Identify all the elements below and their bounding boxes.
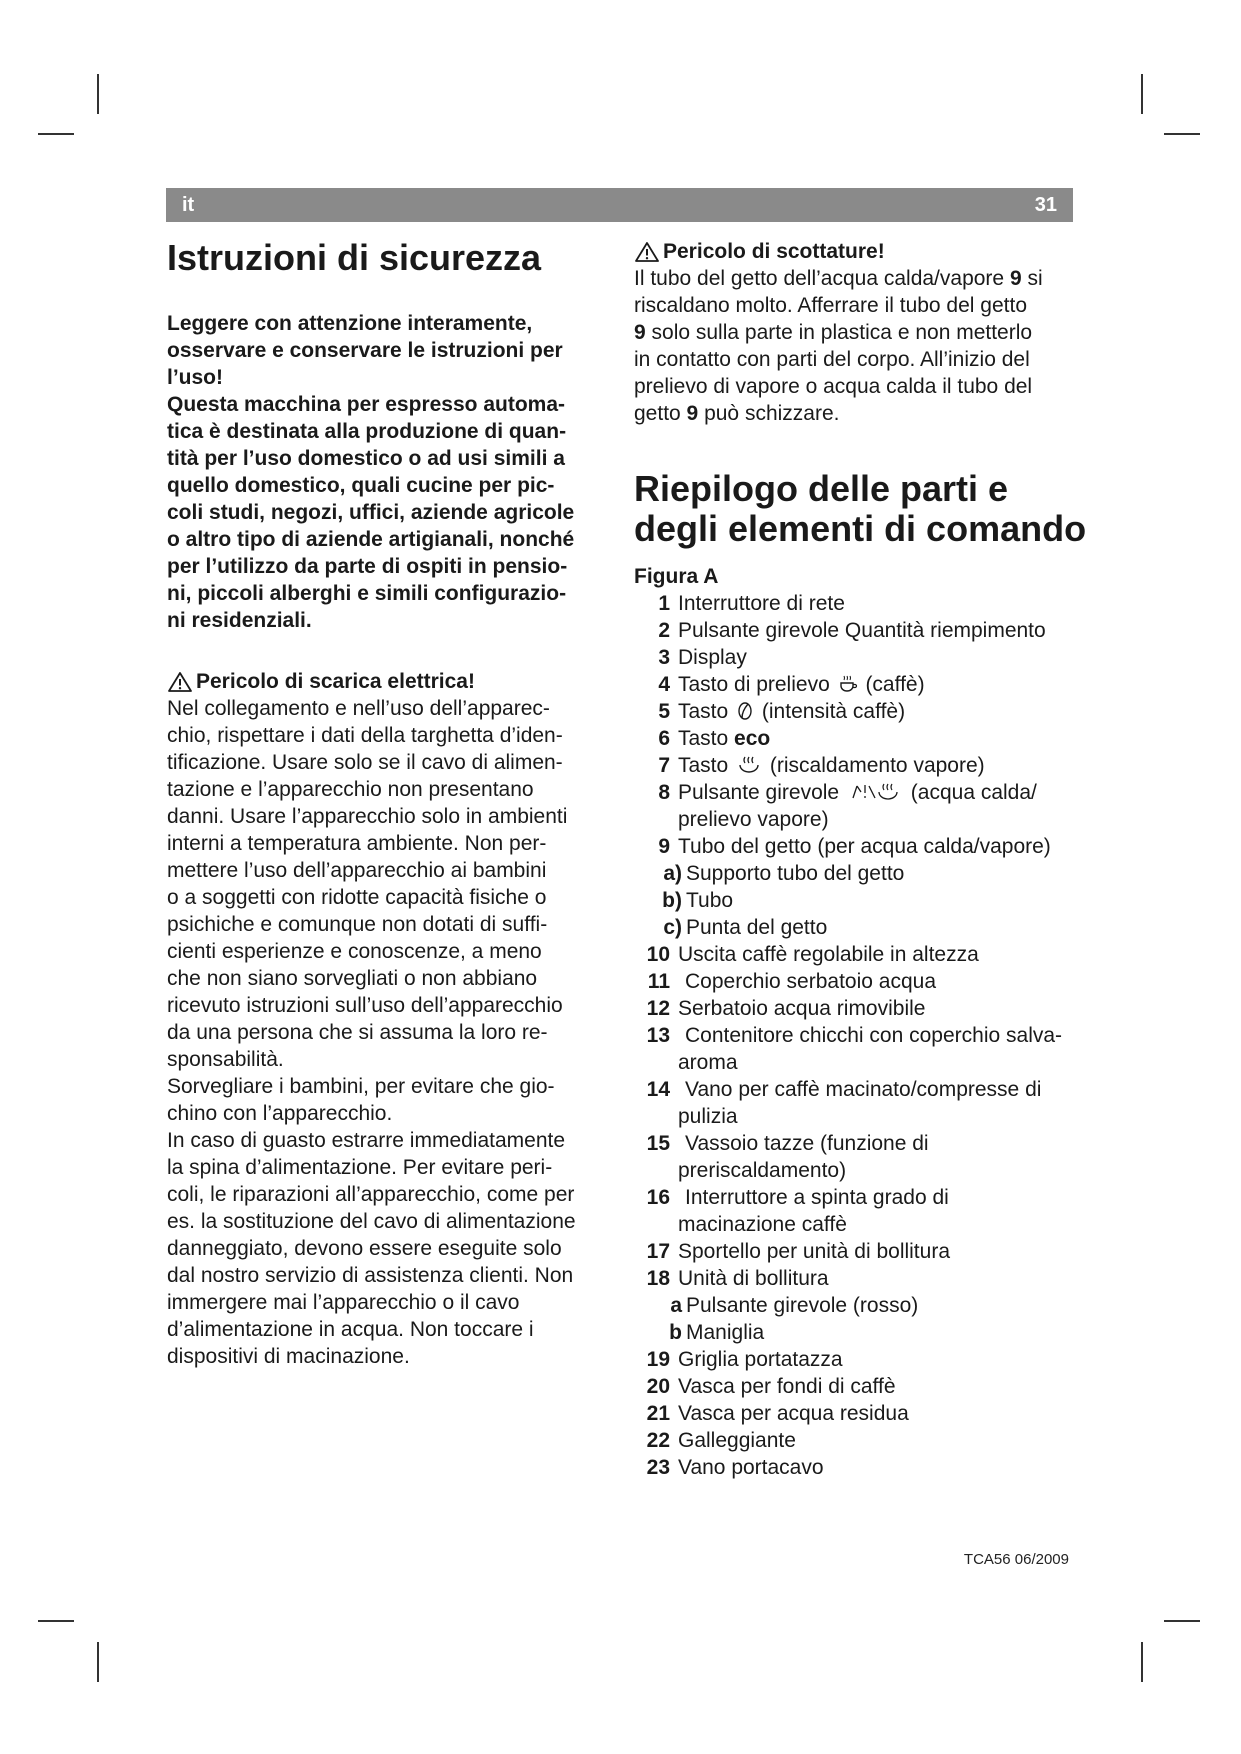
list-item: 17 Sportello per unità di bollitura — [646, 1240, 950, 1263]
body-line: interni a temperatura ambiente. Non per- — [167, 832, 547, 855]
coffee-cup-icon — [838, 674, 858, 694]
list-item: 5 Tasto (intensità caffè) — [658, 700, 906, 723]
list-item: 18 Unità di bollitura — [646, 1267, 829, 1290]
intro-line: per l’utilizzo da parte di ospiti in pensio- — [167, 555, 568, 578]
section-title-safety: Istruzioni di sicurezza — [167, 237, 542, 278]
body-line: chino con l’apparecchio. — [167, 1102, 393, 1125]
body-line: es. la sostituzione del cavo di alimentazione — [167, 1210, 576, 1233]
crop-mark — [97, 1642, 99, 1682]
body-line: mettere l’uso dell’apparecchio ai bambini — [167, 859, 547, 882]
list-item: 22 Galleggiante — [646, 1429, 796, 1452]
warning-title: Pericolo di scarica elettrica! — [196, 670, 475, 693]
body-line: chio, rispettare i dati della targhetta d’iden- — [167, 724, 563, 747]
page-header-bar — [166, 188, 1073, 222]
list-item: 4 Tasto di prelievo (caffè) — [658, 673, 925, 696]
body-line: dal nostro servizio di assistenza clienti. Non — [167, 1264, 574, 1287]
list-item: 2 Pulsante girevole Quantità riempimento — [658, 619, 1046, 642]
list-item: 11 Coperchio serbatoio acqua — [647, 970, 936, 993]
body-line: coli, le riparazioni all’apparecchio, come per — [167, 1183, 575, 1206]
intro-line: coli studi, negozi, uffici, aziende agricole — [167, 501, 575, 524]
list-item: 23 Vano portacavo — [646, 1456, 824, 1479]
body-line: Sorvegliare i bambini, per evitare che gio- — [167, 1075, 555, 1098]
body-line: immergere mai l’apparecchio o il cavo — [167, 1291, 520, 1314]
list-item: 14 Vano per caffè macinato/compresse di pulizia — [646, 1078, 1042, 1128]
list-item: 10 Uscita caffè regolabile in altezza — [646, 943, 979, 966]
coffee-strength-icon — [736, 701, 754, 721]
intro-line: ni, piccoli alberghi e simili configurazio- — [167, 582, 567, 605]
list-item: 21 Vasca per acqua residua — [646, 1402, 909, 1425]
electric-warning-text — [167, 695, 607, 1370]
list-item: b Maniglia — [669, 1321, 765, 1344]
list-item: 6 Tasto eco — [658, 727, 771, 750]
body-line: o a soggetti con ridotte capacità fisiche o — [167, 886, 547, 909]
body-line: sponsabilità. — [167, 1048, 284, 1071]
body-line: la spina d’alimentazione. Per evitare peri- — [167, 1156, 553, 1179]
scald-warning — [634, 238, 1094, 427]
crop-mark — [1164, 133, 1200, 135]
list-item: a) Supporto tubo del getto — [663, 862, 905, 885]
language-code: it — [182, 194, 195, 216]
figure-label: Figura A — [634, 565, 719, 588]
list-item: 15 Vassoio tazze (funzione di preriscaldamento) — [646, 1132, 929, 1182]
list-item: 9 Tubo del getto (per acqua calda/vapore) — [658, 835, 1051, 858]
body-line: dispositivi di macinazione. — [167, 1345, 410, 1368]
warning-triangle-icon — [634, 241, 660, 263]
intro-line: o altro tipo di aziende artigianali, nonché — [167, 528, 575, 551]
list-item: 8 Pulsante girevole (acqua calda/ prelievo vapore) — [658, 781, 1037, 831]
body-line: che non siano sorvegliati o non abbiano — [167, 967, 538, 990]
steam-icon — [736, 755, 762, 775]
intro-line: ni residenziali. — [167, 609, 312, 632]
list-item: 3 Display — [658, 646, 747, 669]
intro-line: Questa macchina per espresso automa- — [167, 393, 565, 416]
intro-line: osservare e conservare le istruzioni per — [167, 339, 563, 362]
crop-mark — [97, 74, 99, 114]
list-item: 1 Interruttore di rete — [658, 592, 845, 615]
safety-intro — [167, 310, 607, 634]
body-line: danni. Usare l’apparecchio solo in ambienti — [167, 805, 568, 828]
right-column — [634, 238, 1094, 1481]
body-line: psichiche e comunque non dotati di suffi- — [167, 913, 548, 936]
list-item: 13 Contenitore chicchi con coperchio salva- aroma — [646, 1024, 1063, 1074]
intro-line: tità per l’uso domestico o ad usi simili a — [167, 447, 565, 470]
warning-title: Pericolo di scottature! — [663, 240, 885, 263]
intro-line: quello domestico, quali cucine per pic- — [167, 474, 555, 497]
crop-mark — [1141, 74, 1143, 114]
crop-mark — [38, 1620, 74, 1622]
crop-mark — [38, 133, 74, 135]
crop-mark — [1164, 1620, 1200, 1622]
warning-triangle-icon — [167, 671, 193, 693]
body-line: danneggiato, devono essere eseguite solo — [167, 1237, 562, 1260]
electric-warning — [167, 668, 607, 1370]
list-item: 19 Griglia portatazza — [646, 1348, 843, 1371]
crop-mark — [1141, 1642, 1143, 1682]
scald-warning-text: Il tubo del getto dell’acqua calda/vapore 9 si riscaldano molto. Afferrare il tubo del getto 9 solo sulla parte in plastica e non metterlo in contatto con parti del corpo. All’inizio del prelievo di vapore o acqua calda il tubo del getto 9 può schizzare. — [634, 267, 1043, 425]
body-line: cienti esperienze e conoscenze, a meno — [167, 940, 542, 963]
list-item: a Pulsante girevole (rosso) — [670, 1294, 919, 1317]
intro-line: Leggere con attenzione interamente, — [167, 312, 533, 335]
hot-water-steam-icon — [847, 782, 903, 802]
list-item: 12 Serbatoio acqua rimovibile — [646, 997, 926, 1020]
intro-line: l’uso! — [167, 366, 223, 389]
body-line: tificazione. Usare solo se il cavo di alimen- — [167, 751, 563, 774]
section-title-overview: Riepilogo delle parti e degli elementi di comando — [634, 468, 1087, 549]
body-line: d’alimentazione in acqua. Non toccare i — [167, 1318, 534, 1341]
body-line: Nel collegamento e nell’uso dell’apparec- — [167, 697, 550, 720]
body-line: In caso di guasto estrarre immediatamente — [167, 1129, 566, 1152]
parts-list — [634, 590, 1094, 1481]
body-line: da una persona che si assuma la loro re- — [167, 1021, 548, 1044]
list-item: 20 Vasca per fondi di caffè — [646, 1375, 896, 1398]
left-column — [167, 238, 607, 1370]
intro-line: tica è destinata alla produzione di quan- — [167, 420, 567, 443]
page-number: 31 — [1034, 194, 1057, 216]
list-item: 16 Interruttore a spinta grado di macinazione caffè — [646, 1186, 949, 1236]
list-item: b) Tubo — [662, 889, 734, 912]
list-item: 7 Tasto (riscaldamento vapore) — [658, 754, 985, 777]
body-line: tazione e l’apparecchio non presentano — [167, 778, 534, 801]
list-item: c) Punta del getto — [663, 916, 828, 939]
document-code: TCA56 06/2009 — [963, 1551, 1069, 1568]
body-line: ricevuto istruzioni sull’uso dell’apparecchio — [167, 994, 563, 1017]
